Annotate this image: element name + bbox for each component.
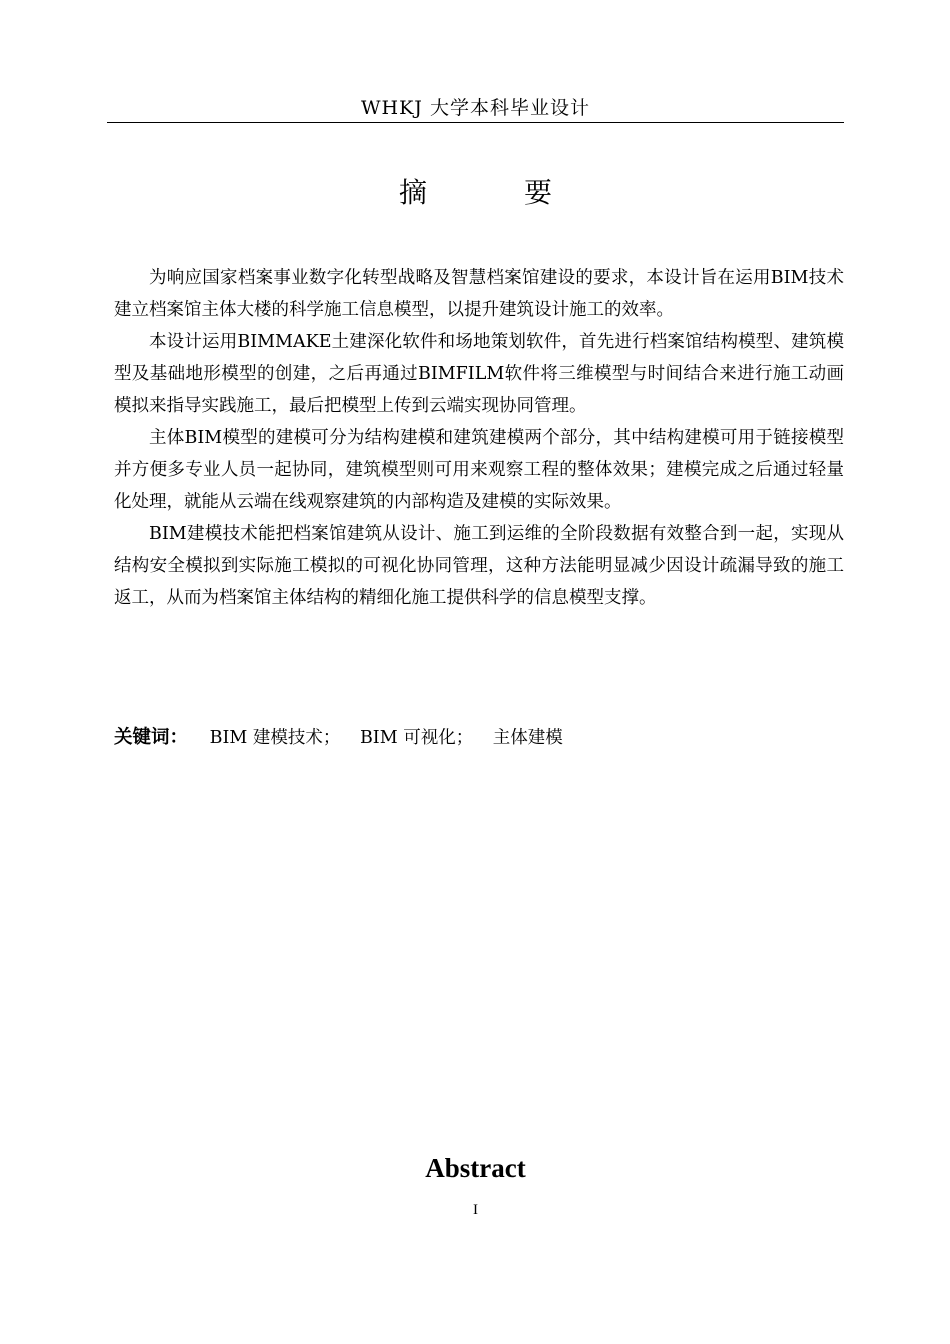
page-number: I [473, 1202, 478, 1218]
keyword-item: BIM 可视化； [359, 728, 474, 748]
keywords-line [114, 723, 844, 753]
abstract-title: 摘 要 [399, 176, 596, 209]
abstract-paragraph-3: 主体BIM模型的建模可分为结构建模和建筑建模两个部分，其中结构建模可用于链接模型并方便多专业人员一起协同，建筑模型则可用来观察工程的整体效果；建模完成之后通过轻量化处理，就能从云端在线观察建筑的内部构造及建模的实际效果。 [114, 428, 844, 512]
abstract-paragraph-4: BIM建模技术能把档案馆建筑从设计、施工到运维的全阶段数据有效整合到一起，实现从结构安全模拟到实际施工模拟的可视化协同管理，这种方法能明显减少因设计疏漏导致的施工返工，从而为档案馆主体结构的精细化施工提供科学的信息模型支撑。 [114, 524, 844, 608]
abstract-paragraph-2: 本设计运用BIMMAKE土建深化软件和场地策划软件，首先进行档案馆结构模型、建筑模型及基础地形模型的创建，之后再通过BIMFILM软件将三维模型与时间结合来进行施工动画模拟来指导实践施工，最后把模型上传到云端实现协同管理。 [114, 332, 844, 416]
header-rule [107, 122, 844, 123]
abstract-paragraph-1: 为响应国家档案事业数字化转型战略及智慧档案馆建设的要求，本设计旨在运用BIM技术建立档案馆主体大楼的科学施工信息模型，以提升建筑设计施工的效率。 [114, 268, 844, 320]
keywords-label: 关键词： [114, 727, 189, 748]
keyword-item: 主体建模 [492, 728, 563, 748]
abstract-body [114, 262, 844, 614]
english-abstract-title: Abstract [425, 1153, 526, 1183]
running-header: WHKJ 大学本科毕业设计 [361, 97, 590, 119]
keyword-item: BIM 建模技术； [209, 728, 341, 748]
